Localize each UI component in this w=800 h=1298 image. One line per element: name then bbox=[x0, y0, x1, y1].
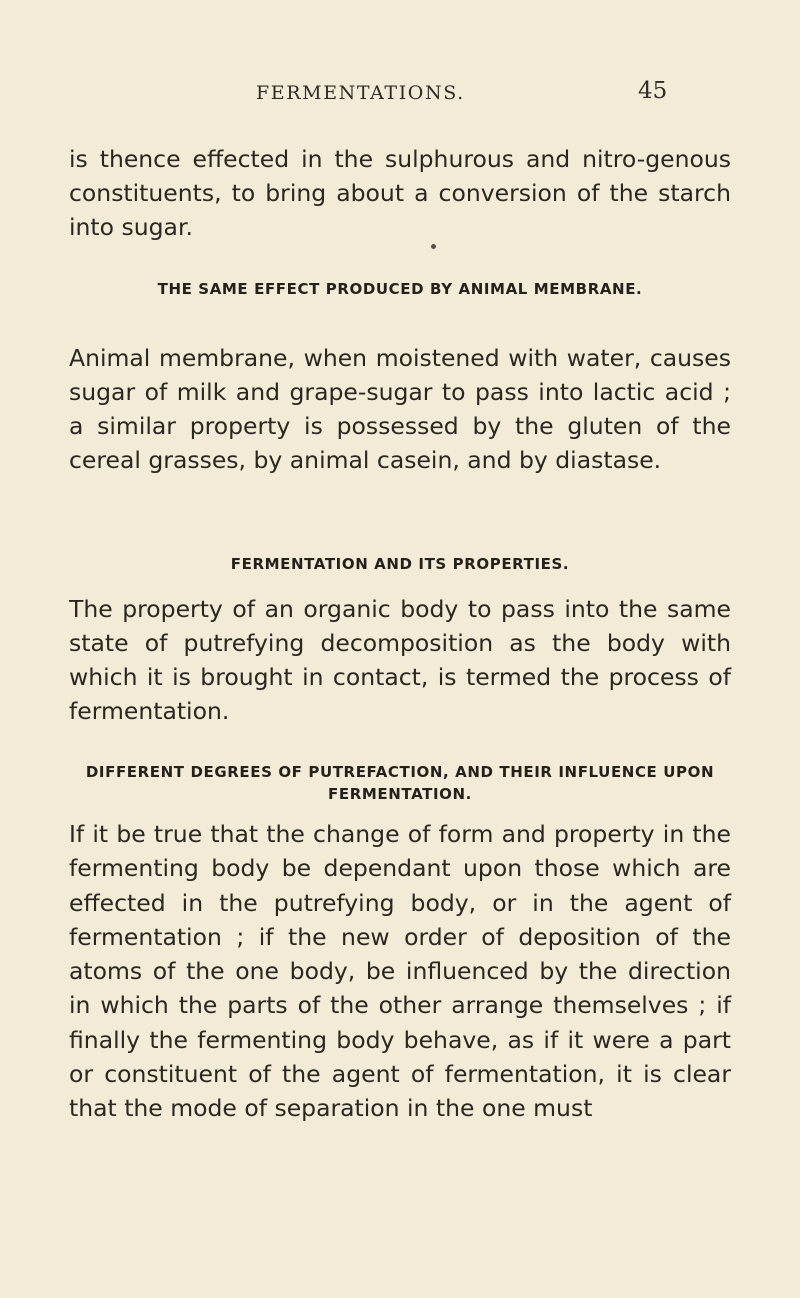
paragraph-1: is thence effected in the sulphurous and nitro-genous constituents, to bring about a conversion of the starch into sugar. bbox=[69, 145, 731, 241]
ink-speck bbox=[431, 244, 436, 249]
running-head: FERMENTATIONS. bbox=[256, 82, 465, 104]
page-number: 45 bbox=[638, 78, 668, 104]
paragraph-2: Animal membrane, when moistened with water, causes sugar of milk and grape-sugar to pass into lactic acid ; a similar property is possessed by the gluten of the cereal grasses, by animal casein, and by diastase. bbox=[69, 344, 731, 474]
section-heading-2: FERMENTATION AND ITS PROPERTIES. bbox=[230, 555, 570, 573]
paragraph-3: The property of an organic body to pass into the same state of putrefying decomposition as the body with which it is brought in contact, is termed the process of fermentation. bbox=[69, 595, 731, 725]
section-heading-1: THE SAME EFFECT PRODUCED BY ANIMAL MEMBRANE. bbox=[157, 280, 643, 298]
section-heading-3: DIFFERENT DEGREES OF PUTREFACTION, AND THEIR INFLUENCE UPON FERMENTATION. bbox=[85, 763, 715, 803]
paragraph-4: If it be true that the change of form and property in the fermenting body be dependant upon those which are effected in the putrefying body, or in the agent of fermentation ; if the new order of deposition of the atoms of the one body, be influenced by the direction in which the parts of the other arrange themselves ; if finally the fermenting body behave, as if it were a part or constituent of the agent of fermentation, it is clear that the mode of separation in the one must bbox=[69, 820, 731, 1123]
